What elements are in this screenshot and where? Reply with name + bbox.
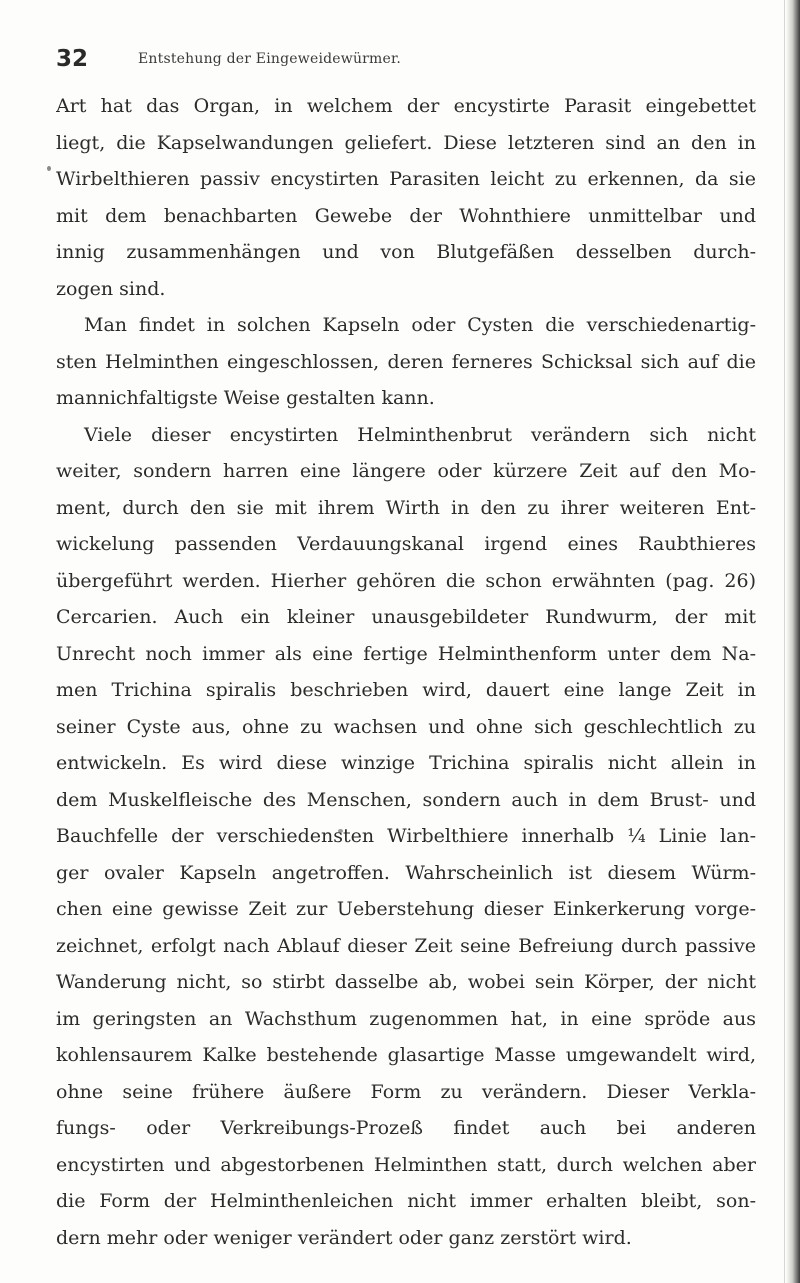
text-line: Bauchfelle der verschiedensten Wirbelthiere innerhalb ¼ Linie lan- (56, 825, 756, 847)
text-line: sten Helminthen eingeschlossen, deren ferneres Schicksal sich auf die (56, 350, 756, 373)
text-line: men Trichina spiralis beschrieben wird, dauert eine lange Zeit in (56, 679, 756, 701)
page-edge-line (784, 0, 785, 1283)
text-line: ger ovaler Kapseln angetroffen. Wahrscheinlich ist diesem Würm- (56, 861, 756, 884)
text-line: Man findet in solchen Kapseln oder Cysten die verschiedenartig- (84, 314, 756, 336)
text-line: Viele dieser encystirten Helminthenbrut verändern sich nicht (84, 423, 756, 446)
page-number: 32 (56, 46, 89, 72)
text-line: ohne seine frühere äußere Form zu verändern. Dieser Verkla- (56, 1080, 756, 1103)
text-line: liegt, die Kapselwandungen geliefert. Diese letzteren sind an den in (56, 131, 756, 154)
text-line: weiter, sondern harren eine längere oder kürzere Zeit auf den Mo- (56, 460, 756, 482)
text-line: innig zusammenhängen und von Blutgefäßen desselben durch- (56, 241, 756, 263)
text-line: fungs- oder Verkreibungs-Prozeß findet auch bei anderen (56, 1117, 756, 1139)
body-text (56, 88, 756, 1256)
text-line: dem Muskelfleische des Menschen, sondern auch in dem Brust- und (56, 788, 756, 811)
text-line: Wanderung nicht, so stirbt dasselbe ab, wobei sein Körper, der nicht (56, 971, 756, 993)
text-line: Cercarien. Auch ein kleiner unausgebildeter Rundwurm, der mit (56, 606, 756, 628)
text-line: entwickeln. Es wird diese winzige Trichina spiralis nicht allein in (56, 752, 756, 774)
text-line: ment, durch den sie mit ihrem Wirth in den zu ihrer weiteren Ent- (56, 496, 756, 519)
running-head-title: Entstehung der Eingeweidewürmer. (138, 51, 402, 67)
text-line: seiner Cyste aus, ohne zu wachsen und ohne sich geschlechtlich zu (56, 715, 756, 738)
text-line: mannichfaltigste Weise gestalten kann. (56, 387, 435, 409)
text-line: zogen sind. (56, 277, 166, 300)
text-line: Wirbelthieren passiv encystirten Parasiten leicht zu erkennen, da sie (56, 168, 756, 190)
running-head (56, 46, 746, 72)
text-line: dern mehr oder weniger verändert oder ganz zerstört wird. (56, 1226, 632, 1249)
text-line: wickelung passenden Verdauungskanal irgend eines Raubthieres (56, 533, 756, 555)
text-line: Unrecht noch immer als eine fertige Helminthenform unter dem Na- (56, 642, 756, 665)
text-line: mit dem benachbarten Gewebe der Wohnthiere unmittelbar und (56, 204, 756, 227)
text-line: kohlensaurem Kalke bestehende glasartige Masse umgewandelt wird, (56, 1044, 756, 1066)
text-line: zeichnet, erfolgt nach Ablauf dieser Zeit seine Befreiung durch passive (56, 934, 756, 957)
text-line: Art hat das Organ, in welchem der encystirte Parasit eingebettet (56, 95, 756, 117)
page-edge-shadow (786, 0, 800, 1283)
text-line: die Form der Helminthenleichen nicht immer erhalten bleibt, son- (56, 1190, 756, 1212)
text-line: im geringsten an Wachsthum zugenommen hat, in eine spröde aus (56, 1007, 756, 1030)
text-line: encystirten und abgestorbenen Helminthen statt, durch welchen aber (56, 1153, 756, 1176)
text-line: chen eine gewisse Zeit zur Ueberstehung dieser Einkerkerung vorge- (56, 898, 756, 920)
print-speck (47, 166, 51, 171)
text-line: übergeführt werden. Hierher gehören die schon erwähnten (pag. 26) (56, 569, 756, 592)
